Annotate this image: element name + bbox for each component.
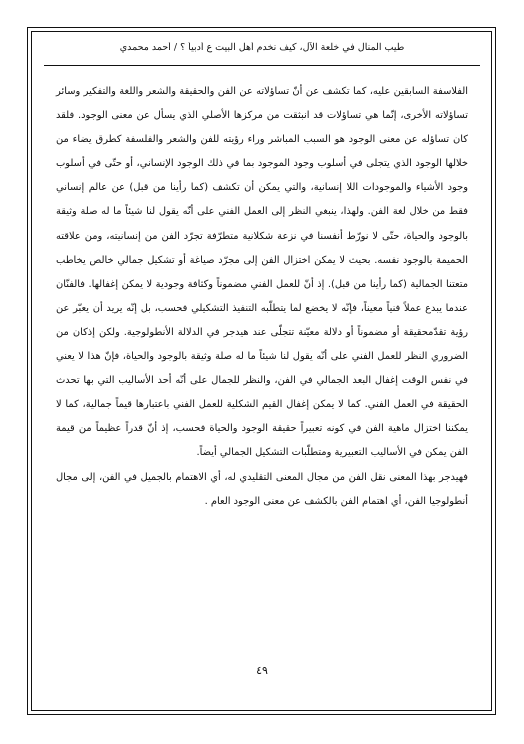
header-divider bbox=[44, 65, 480, 66]
paragraph-1: الفلاسفة السابقين عليه، كما تكشف عن أنّ تساؤلاته عن الفن والحقيقة والشعر واللغة والتفكير وسائر تساؤلاته الأخرى، إنّما هي تساؤلات قد انبثقت من مركزها الأصلي الذي يسأل عن معنى الوجود. فلقد كان تساؤله عن معنى الوجود هو السبب المباشر وراء رؤيته للفن والشعر والفلسفة كطرق يضاء من خلالها الوجود الذي يتجلى في أسلوب وجود الموجود بما في ذلك الوجود الإنساني، أو حتّى في أسلوب وجود الأشياء والموجودات اللا إنسانية، والتي يمكن أن تكشف (كما رأينا من قبل) عن عالم إنساني فقط من خلال لغة الفن. ولهذا، ينبغي النظر إلى العمل الفني على أنّه يقول لنا شيئاً ما له صلة وثيقة بالوجود والحياة، حتّى لا نورّط أنفسنا في نزعة شكلانية متطرّفة تجرّد الفن من إنسانيته، ومن علاقته الحميمة بالوجود نفسه. بحيث لا يمكن اختزال الفن إلى مجرّد صياغة أو تشكيل جمالي خالص يخاطب متعتنا الجمالية (كما رأينا من قبل). إذ أنّ للعمل الفني مضموناً وكثافة وجودية لا يمكن إغفالها. فالفنّان عندما يبدع عملاً فنياً معيناً، فإنّه لا يخضع لما يتطلّبه التنفيذ التشكيلي فحسب، بل إنّه يريد أن يعبّر عن رؤية تقدّمحقيقة أو مضموناً أو دلالة معيّنة تتجلّى عند هيدجر في الدلالة الأنطولوجية. ولكن إذكان من الضروري النظر للعمل الفني على أنّه يقول لنا شيئاً ما له صلة وثيقة بالوجود والحياة، فإنّ هذا لا يعني في نفس الوقت إغفال البعد الجمالي في الفن، والنظر للجمال على أنّه أحد الأساليب التي بها تحدث الحقيقة في العمل الفني. كما لا يمكن إغفال القيم الشكلية للعمل الفني باعتبارها قيماً جمالية، كما لا يمكننا اختزال ماهية الفن في كونه تعبيراً حقيقة الوجود والحياة فحسب، إذ أنّ قدراً عظيماً من قيمة الفن يمكن في الأساليب التعبيرية ومتطلّبات التشكيل الجمالي أيضاً. bbox=[56, 86, 468, 459]
page-number: ٤٩ bbox=[256, 664, 268, 677]
paragraph-2: فهيدجر بهذا المعنى نقل الفن من مجال المعنى التقليدي له، أي الاهتمام بالجميل في الفن، إلى مجال أنطولوجيا الفن، أي اهتمام الفن بالكشف عن معنى الوجود العام . bbox=[56, 471, 468, 507]
running-header: طيب المنال في خلعة الآل، كيف نخدم أهل البيت ع أدبياً ؟ / أحمد محمدي bbox=[119, 42, 405, 53]
body-text bbox=[56, 80, 468, 514]
